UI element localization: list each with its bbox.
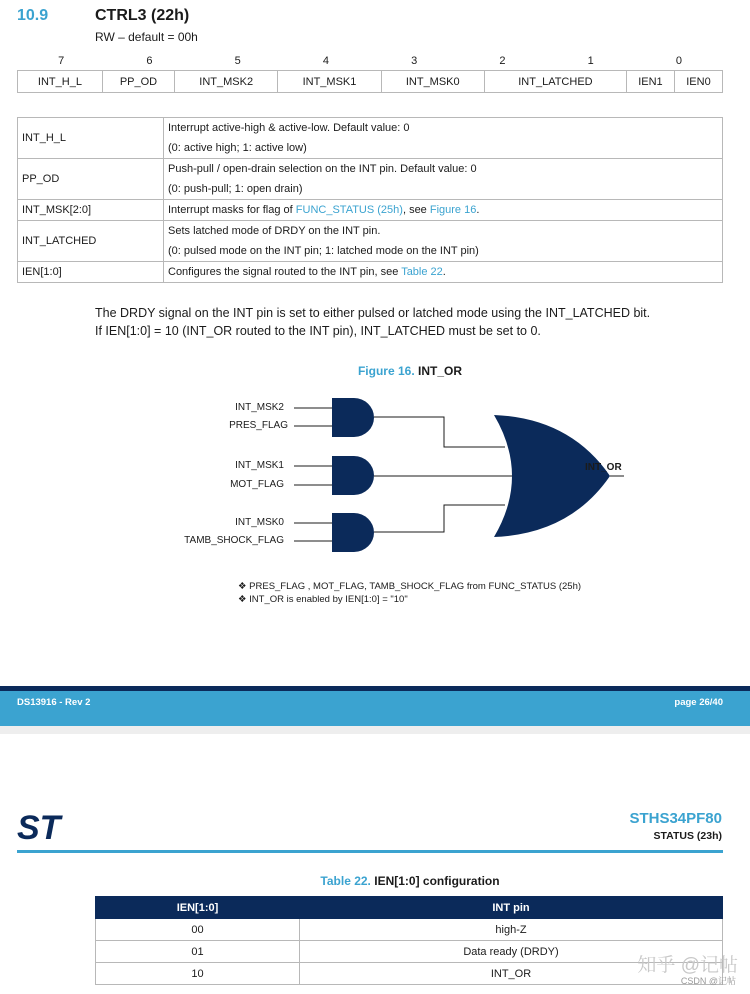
bit-field: INT_H_L — [18, 71, 103, 93]
table-row — [96, 963, 723, 985]
and-gate-3 — [332, 513, 374, 552]
figure-notes — [238, 580, 581, 606]
bit-number: 5 — [234, 55, 241, 67]
figure-note: ❖ PRES_FLAG , MOT_FLAG, TAMB_SHOCK_FLAG from FUNC_STATUS (25h) — [238, 581, 582, 592]
product-name: STHS34PF80 — [629, 810, 722, 827]
bit-number: 2 — [499, 55, 506, 67]
figure-caption: Figure 16. INT_OR — [357, 364, 463, 378]
bit-field: INT_MSK1 — [278, 71, 381, 93]
page-footer — [0, 686, 750, 726]
field-description: Push-pull / open-drain selection on the INT pin. Default value: 0 (0: push-pull; 1: open drain) — [164, 159, 723, 200]
page-separator — [0, 726, 750, 734]
table-cell: INT_OR — [300, 963, 723, 985]
input-label: PRES_FLAG — [229, 420, 288, 431]
ien-config-table — [95, 896, 723, 985]
input-label: MOT_FLAG — [230, 479, 284, 490]
field-description: Configures the signal routed to the INT pin, see Table 22. — [164, 262, 723, 283]
figure-16-link[interactable]: Figure 16 — [429, 204, 477, 216]
table-cell: 01 — [96, 941, 300, 963]
table-caption: Table 22. IEN[1:0] configuration — [320, 874, 500, 888]
field-description: Sets latched mode of DRDY on the INT pin. (0: pulsed mode on the INT pin; 1: latched mode on the INT pin) — [164, 221, 723, 262]
figure-note: ❖ INT_OR is enabled by IEN[1:0] = "10" — [238, 594, 408, 605]
bit-number: 6 — [146, 55, 153, 67]
bit-field: IEN1 — [626, 71, 674, 93]
section-number: 10.9 — [17, 7, 49, 24]
and-gate-1 — [332, 398, 374, 437]
document-id: DS13916 - Rev 2 — [17, 697, 91, 708]
bit-field: INT_LATCHED — [484, 71, 626, 93]
bit-field: INT_MSK0 — [381, 71, 484, 93]
table-cell: 00 — [96, 919, 300, 941]
field-name: INT_MSK[2:0] — [18, 200, 164, 221]
watermark: 知乎 @记帖 — [637, 955, 738, 976]
field-name: INT_H_L — [18, 118, 164, 159]
table-cell: Data ready (DRDY) — [300, 941, 723, 963]
section-title: CTRL3 (22h) — [95, 7, 190, 24]
body-paragraph-line: If IEN[1:0] = 10 (INT_OR routed to the INT pin), INT_LATCHED must be set to 0. — [95, 324, 541, 338]
header-section: STATUS (23h) — [653, 830, 722, 842]
table-cell: high-Z — [300, 919, 723, 941]
column-header: INT pin — [300, 897, 723, 919]
header-rule — [17, 850, 723, 853]
input-label: INT_MSK2 — [235, 402, 284, 413]
table-row — [96, 919, 723, 941]
input-label: INT_MSK0 — [235, 517, 284, 528]
column-header: IEN[1:0] — [96, 897, 300, 919]
bit-number: 7 — [58, 55, 65, 67]
st-logo-text: ST — [17, 810, 61, 844]
field-name: PP_OD — [18, 159, 164, 200]
st-logo — [17, 810, 75, 844]
field-description: Interrupt active-high & active-low. Default value: 0 (0: active high; 1: active low) — [164, 118, 723, 159]
input-label: INT_MSK1 — [235, 460, 284, 471]
table-22-link[interactable]: Table 22 — [401, 266, 443, 278]
body-paragraph-line: The DRDY signal on the INT pin is set to either pulsed or latched mode using the INT_LATCHED bit. — [95, 306, 651, 320]
page-number: page 26/40 — [674, 697, 723, 708]
field-name: INT_LATCHED — [18, 221, 164, 262]
bit-field: IEN0 — [674, 71, 722, 93]
table-row — [96, 941, 723, 963]
bit-number: 0 — [675, 55, 682, 67]
bit-number: 4 — [322, 55, 329, 67]
field-description: Interrupt masks for flag of FUNC_STATUS (25h), see Figure 16. — [164, 200, 723, 221]
input-label: TAMB_SHOCK_FLAG — [184, 535, 284, 546]
func-status-link[interactable]: FUNC_STATUS (25h) — [295, 204, 403, 216]
bit-field: INT_MSK2 — [175, 71, 278, 93]
bit-number: 3 — [411, 55, 418, 67]
table-cell: 10 — [96, 963, 300, 985]
output-label: INT_OR — [585, 462, 622, 473]
section-subtitle: RW – default = 00h — [95, 30, 198, 44]
field-name: IEN[1:0] — [18, 262, 164, 283]
bit-field: PP_OD — [102, 71, 174, 93]
bit-number: 1 — [587, 55, 594, 67]
and-gate-2 — [332, 456, 374, 495]
watermark-sub: CSDN @记帖 — [680, 976, 736, 986]
